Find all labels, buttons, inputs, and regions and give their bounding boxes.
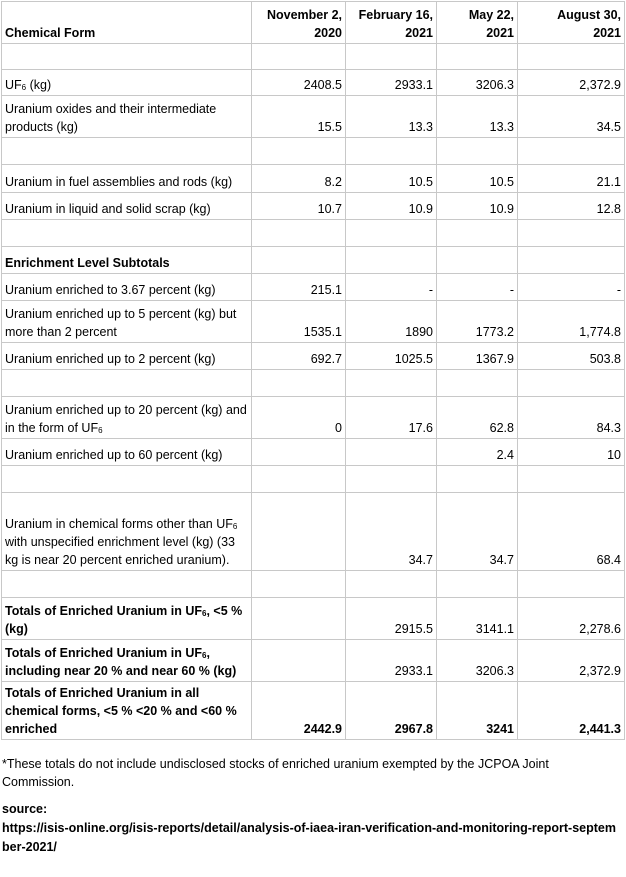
source-block: [2, 800, 622, 857]
cell-value: 1,774.8: [518, 301, 625, 343]
cell-value: 1773.2: [437, 301, 518, 343]
row-label: $UF_6$ (kg): [2, 70, 252, 96]
table-row-oxides: [2, 96, 625, 138]
table-row-fuel: [2, 165, 625, 193]
cell-value: 1367.9: [437, 343, 518, 370]
cell-value: 2442.9: [252, 682, 346, 740]
cell-value: 2967.8: [346, 682, 437, 740]
header-chemical-form: Chemical Form: [2, 2, 252, 44]
cell-value: [252, 640, 346, 682]
cell-value: 17.6: [346, 397, 437, 439]
header-feb-2021: February 16, 2021: [346, 2, 437, 44]
table-row-uf6: [2, 70, 625, 96]
cell-value: 0: [252, 397, 346, 439]
cell-value: 503.8: [518, 343, 625, 370]
cell-value: -: [346, 274, 437, 301]
spacer-row: [2, 466, 625, 493]
cell-value: -: [518, 274, 625, 301]
cell-value: [252, 493, 346, 571]
table-row-other-forms: [2, 493, 625, 571]
cell-value: 1890: [346, 301, 437, 343]
cell-value: 34.7: [346, 493, 437, 571]
table-header-row: [2, 2, 625, 44]
cell-value: 34.5: [518, 96, 625, 138]
cell-value: 13.3: [346, 96, 437, 138]
header-may-2021: May 22, 2021: [437, 2, 518, 44]
cell-value: 10: [518, 439, 625, 466]
cell-value: 10.7: [252, 193, 346, 220]
cell-value: 3206.3: [437, 70, 518, 96]
cell-value: 10.9: [437, 193, 518, 220]
cell-value: 13.3: [437, 96, 518, 138]
header-aug-2021: August 30, 2021: [518, 2, 625, 44]
cell-value: 10.5: [346, 165, 437, 193]
cell-value: 1025.5: [346, 343, 437, 370]
table-row-total-lt5: [2, 598, 625, 640]
row-label: Uranium enriched up to 20 percent (kg) and in the form of $UF_6$: [2, 397, 252, 439]
row-label: Totals of Enriched Uranium in all chemical forms, <5 % <20 % and <60 % enriched: [2, 682, 252, 740]
spacer-row: [2, 44, 625, 70]
cell-value: 10.9: [346, 193, 437, 220]
table-row-enriched-2: [2, 343, 625, 370]
table-row-enriched-3-67: [2, 274, 625, 301]
header-nov-2020: November 2, 2020: [252, 2, 346, 44]
cell-value: 2408.5: [252, 70, 346, 96]
cell-value: 3241: [437, 682, 518, 740]
spacer-row: [2, 571, 625, 598]
cell-value: 2,441.3: [518, 682, 625, 740]
cell-value: 3141.1: [437, 598, 518, 640]
section-heading: Enrichment Level Subtotals: [2, 247, 252, 274]
row-label: Uranium enriched up to 60 percent (kg): [2, 439, 252, 466]
cell-value: 2,372.9: [518, 70, 625, 96]
row-label: Uranium in chemical forms other than $UF_6$ with unspecified enrichment level (kg) (33 kg is near 20 percent enriched uranium).: [2, 493, 252, 571]
spacer-row: [2, 220, 625, 247]
cell-value: 2,278.6: [518, 598, 625, 640]
table-row-total-all: [2, 682, 625, 740]
cell-value: 68.4: [518, 493, 625, 571]
cell-value: 2933.1: [346, 640, 437, 682]
cell-value: [346, 439, 437, 466]
cell-value: 1535.1: [252, 301, 346, 343]
cell-value: 2.4: [437, 439, 518, 466]
cell-value: 10.5: [437, 165, 518, 193]
table-row-enriched-5: [2, 301, 625, 343]
cell-value: 21.1: [518, 165, 625, 193]
cell-value: 34.7: [437, 493, 518, 571]
table-row-total-uf6: [2, 640, 625, 682]
footnote: *These totals do not include undisclosed stocks of enriched uranium exempted by the JCPOA Joint Commission.: [2, 757, 549, 789]
uranium-stockpile-table: [1, 1, 625, 740]
cell-value: -: [437, 274, 518, 301]
cell-value: 8.2: [252, 165, 346, 193]
row-label: Totals of Enriched Uranium in $UF_6$, including near 20 % and near 60 % (kg): [2, 640, 252, 682]
table-row-subtotals-heading: [2, 247, 625, 274]
cell-value: 215.1: [252, 274, 346, 301]
source-url: https://isis-online.org/isis-reports/detail/analysis-of-iaea-iran-verification-and-monitoring-report-september-2021/: [2, 821, 616, 854]
cell-value: 12.8: [518, 193, 625, 220]
cell-value: 2933.1: [346, 70, 437, 96]
row-label: Uranium in liquid and solid scrap (kg): [2, 193, 252, 220]
cell-value: 2,372.9: [518, 640, 625, 682]
row-label: Uranium in fuel assemblies and rods (kg): [2, 165, 252, 193]
cell-value: 3206.3: [437, 640, 518, 682]
table-row-enriched-20: [2, 397, 625, 439]
row-label: Uranium enriched up to 2 percent (kg): [2, 343, 252, 370]
cell-value: 15.5: [252, 96, 346, 138]
cell-value: 692.7: [252, 343, 346, 370]
table-row-enriched-60: [2, 439, 625, 466]
row-label: Uranium oxides and their intermediate products (kg): [2, 96, 252, 138]
spacer-row: [2, 138, 625, 165]
row-label: Uranium enriched up to 5 percent (kg) but more than 2 percent: [2, 301, 252, 343]
cell-value: [252, 598, 346, 640]
cell-value: [252, 439, 346, 466]
row-label: Totals of Enriched Uranium in $UF_6$, <5 % (kg): [2, 598, 252, 640]
cell-value: 84.3: [518, 397, 625, 439]
cell-value: 62.8: [437, 397, 518, 439]
spacer-row: [2, 370, 625, 397]
source-label: source:: [2, 802, 48, 816]
table-row-scrap: [2, 193, 625, 220]
cell-value: 2915.5: [346, 598, 437, 640]
row-label: Uranium enriched to 3.67 percent (kg): [2, 274, 252, 301]
